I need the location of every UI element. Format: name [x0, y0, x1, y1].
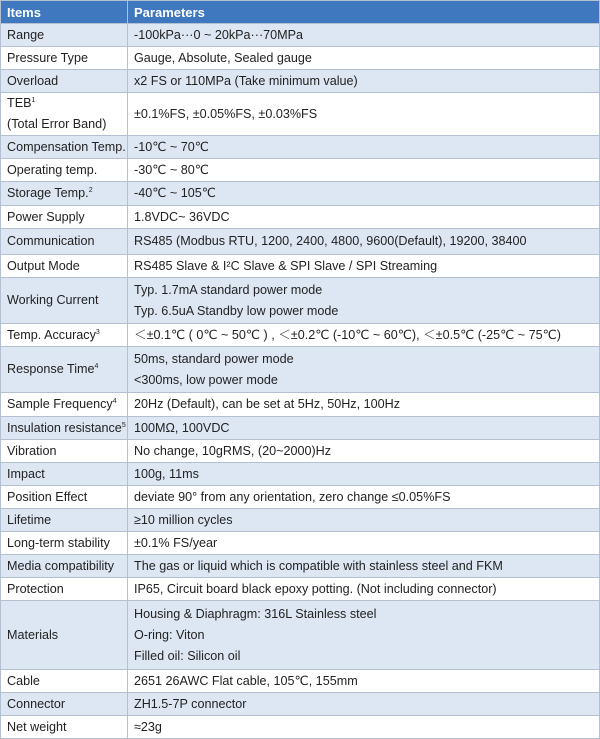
- item-cell: [1, 206, 128, 229]
- item-label: Compensation Temp.: [7, 139, 126, 154]
- parameter-cell: [128, 47, 600, 70]
- footnote-marker: 4: [94, 362, 99, 370]
- parameter-value: -10℃ ~ 70℃: [134, 139, 209, 154]
- parameter-cell: [128, 463, 600, 486]
- table-row: [1, 578, 600, 601]
- item-cell: [1, 324, 128, 347]
- item-cell: [1, 159, 128, 182]
- parameter-value: ≈23g: [134, 719, 162, 734]
- table-row: [1, 509, 600, 532]
- parameter-cell: [128, 601, 600, 670]
- item-cell: [1, 509, 128, 532]
- parameter-value: IP65, Circuit board black epoxy potting. (Not including connector): [134, 581, 497, 596]
- item-label: Connector: [7, 696, 66, 711]
- item-label: Impact: [7, 466, 45, 481]
- item-label: Output Mode: [7, 258, 80, 273]
- table-header-row: [1, 1, 600, 24]
- item-label: Storage Temp.: [7, 186, 89, 200]
- item-label: Protection: [7, 581, 64, 596]
- table-row: [1, 136, 600, 159]
- parameter-value: ZH1.5-7P connector: [134, 696, 247, 711]
- table-row: [1, 255, 600, 278]
- parameter-cell: [128, 206, 600, 229]
- item-label: Cable: [7, 673, 40, 688]
- table-row: [1, 532, 600, 555]
- item-label: Net weight: [7, 719, 67, 734]
- parameter-value: 20Hz (Default), can be set at 5Hz, 50Hz, 100Hz: [134, 397, 400, 411]
- item-cell: [1, 393, 128, 417]
- table-row: [1, 93, 600, 136]
- item-cell: [1, 486, 128, 509]
- item-label: Power Supply: [7, 209, 85, 224]
- parameter-value: 1.8VDC~ 36VDC: [134, 209, 230, 224]
- parameter-cell: [128, 486, 600, 509]
- table-row: [1, 463, 600, 486]
- parameter-cell: [128, 347, 600, 393]
- parameter-cell: [128, 393, 600, 417]
- table-row: [1, 417, 600, 440]
- parameter-value: 50ms, standard power mode: [134, 351, 294, 366]
- parameter-value: ≥10 million cycles: [134, 512, 233, 527]
- item-label: Materials: [7, 627, 59, 642]
- item-cell: [1, 463, 128, 486]
- item-cell: [1, 532, 128, 555]
- item-cell: [1, 136, 128, 159]
- item-label: Overload: [7, 73, 59, 88]
- item-cell: [1, 47, 128, 70]
- footnote-marker: 5: [121, 421, 126, 429]
- item-cell: [1, 716, 128, 739]
- item-label: TEB: [7, 96, 32, 110]
- parameter-value: Typ. 6.5uA Standby low power mode: [134, 303, 339, 318]
- parameter-cell: [128, 255, 600, 278]
- parameter-value: 100MΩ, 100VDC: [134, 420, 230, 435]
- table-row: [1, 278, 600, 324]
- parameter-value: ＜±0.1℃ ( 0℃ ~ 50℃ ) , ＜±0.2℃ (-10℃ ~ 60℃), ＜±0.5℃ (-25℃ ~ 75℃): [134, 327, 561, 342]
- parameter-cell: [128, 182, 600, 206]
- parameter-cell: [128, 159, 600, 182]
- table-row: [1, 206, 600, 229]
- table-row: [1, 555, 600, 578]
- table-row: [1, 486, 600, 509]
- item-cell: [1, 440, 128, 463]
- parameter-value: RS485 (Modbus RTU, 1200, 2400, 4800, 9600(Default), 19200, 38400: [134, 234, 527, 248]
- items-header: Items: [1, 1, 128, 24]
- item-cell: [1, 601, 128, 670]
- item-label: Long-term stability: [7, 535, 110, 550]
- table-row: [1, 347, 600, 393]
- table-row: [1, 70, 600, 93]
- parameter-cell: [128, 509, 600, 532]
- parameter-value: x2 FS or 110MPa (Take minimum value): [134, 73, 358, 88]
- parameter-cell: [128, 70, 600, 93]
- item-label: Operating temp.: [7, 162, 98, 177]
- parameter-value: <300ms, low power mode: [134, 372, 278, 387]
- item-cell: [1, 578, 128, 601]
- parameter-cell: [128, 93, 600, 136]
- parameter-cell: [128, 417, 600, 440]
- footnote-marker: 3: [95, 328, 100, 336]
- table-row: [1, 159, 600, 182]
- parameter-value: -30℃ ~ 80℃: [134, 162, 209, 177]
- parameter-cell: [128, 24, 600, 47]
- item-cell: [1, 417, 128, 440]
- parameter-cell: [128, 440, 600, 463]
- item-label: Insulation resistance: [7, 420, 122, 435]
- footnote-marker: 4: [112, 397, 117, 405]
- parameter-value: RS485 Slave & I²C Slave & SPI Slave / SPI Streaming: [134, 258, 438, 273]
- item-cell: [1, 229, 128, 255]
- table-row: [1, 47, 600, 70]
- item-label: Response Time: [7, 362, 95, 376]
- parameters-header: Parameters: [128, 1, 600, 24]
- item-cell: [1, 347, 128, 393]
- parameter-value: Typ. 1.7mA standard power mode: [134, 282, 323, 297]
- table-row: [1, 440, 600, 463]
- parameter-cell: [128, 278, 600, 324]
- parameter-value: The gas or liquid which is compatible with stainless steel and FKM: [134, 558, 503, 573]
- parameter-value: ±0.1% FS/year: [134, 535, 218, 550]
- item-cell: [1, 24, 128, 47]
- footnote-marker: 2: [88, 186, 93, 194]
- item-cell: [1, 278, 128, 324]
- table-row: [1, 182, 600, 206]
- table-row: [1, 601, 600, 670]
- parameter-cell: [128, 136, 600, 159]
- item-label: Lifetime: [7, 512, 52, 527]
- parameter-value: ±0.1%FS, ±0.05%FS, ±0.03%FS: [134, 106, 318, 121]
- parameter-cell: [128, 716, 600, 739]
- item-label: Pressure Type: [7, 50, 88, 65]
- parameter-value: O-ring: Viton: [134, 627, 205, 642]
- table-row: [1, 670, 600, 693]
- parameter-value: 2651 26AWC Flat cable, 105℃, 155mm: [134, 673, 358, 688]
- parameter-value: deviate 90° from any orientation, zero change ≤0.05%FS: [134, 489, 451, 504]
- footnote-marker: 1: [31, 96, 36, 104]
- parameter-cell: [128, 324, 600, 347]
- item-cell: [1, 555, 128, 578]
- parameter-cell: [128, 578, 600, 601]
- table-row: [1, 229, 600, 255]
- parameter-value: -100kPa···0 ~ 20kPa···70MPa: [134, 27, 304, 42]
- parameter-value: -40℃ ~ 105℃: [134, 186, 216, 200]
- parameter-value: Gauge, Absolute, Sealed gauge: [134, 50, 312, 65]
- table-row: [1, 324, 600, 347]
- table-row: [1, 24, 600, 47]
- item-label: Range: [7, 27, 45, 42]
- parameter-value: Housing & Diaphragm: 316L Stainless steel: [134, 606, 377, 621]
- parameter-value: 100g, 11ms: [134, 466, 199, 481]
- item-cell: [1, 70, 128, 93]
- item-label: Communication: [7, 234, 95, 248]
- parameter-cell: [128, 532, 600, 555]
- parameter-cell: [128, 670, 600, 693]
- table-row: [1, 693, 600, 716]
- item-label: Working Current: [7, 293, 99, 307]
- item-cell: [1, 670, 128, 693]
- item-label: Vibration: [7, 443, 57, 458]
- item-cell: [1, 182, 128, 206]
- parameter-value: Filled oil: Silicon oil: [134, 648, 241, 663]
- item-cell: [1, 255, 128, 278]
- parameter-cell: [128, 229, 600, 255]
- parameter-cell: [128, 693, 600, 716]
- item-label-suffix: (Total Error Band): [7, 117, 107, 131]
- item-label: Temp. Accuracy: [7, 327, 96, 342]
- parameter-value: No change, 10gRMS, (20~2000)Hz: [134, 443, 332, 458]
- item-cell: [1, 693, 128, 716]
- spec-body: [1, 24, 600, 739]
- item-label: Sample Frequency: [7, 397, 113, 411]
- item-label: Position Effect: [7, 489, 88, 504]
- parameter-cell: [128, 555, 600, 578]
- item-label: Media compatibility: [7, 558, 115, 573]
- table-row: [1, 716, 600, 739]
- item-cell: [1, 93, 128, 136]
- table-row: [1, 393, 600, 417]
